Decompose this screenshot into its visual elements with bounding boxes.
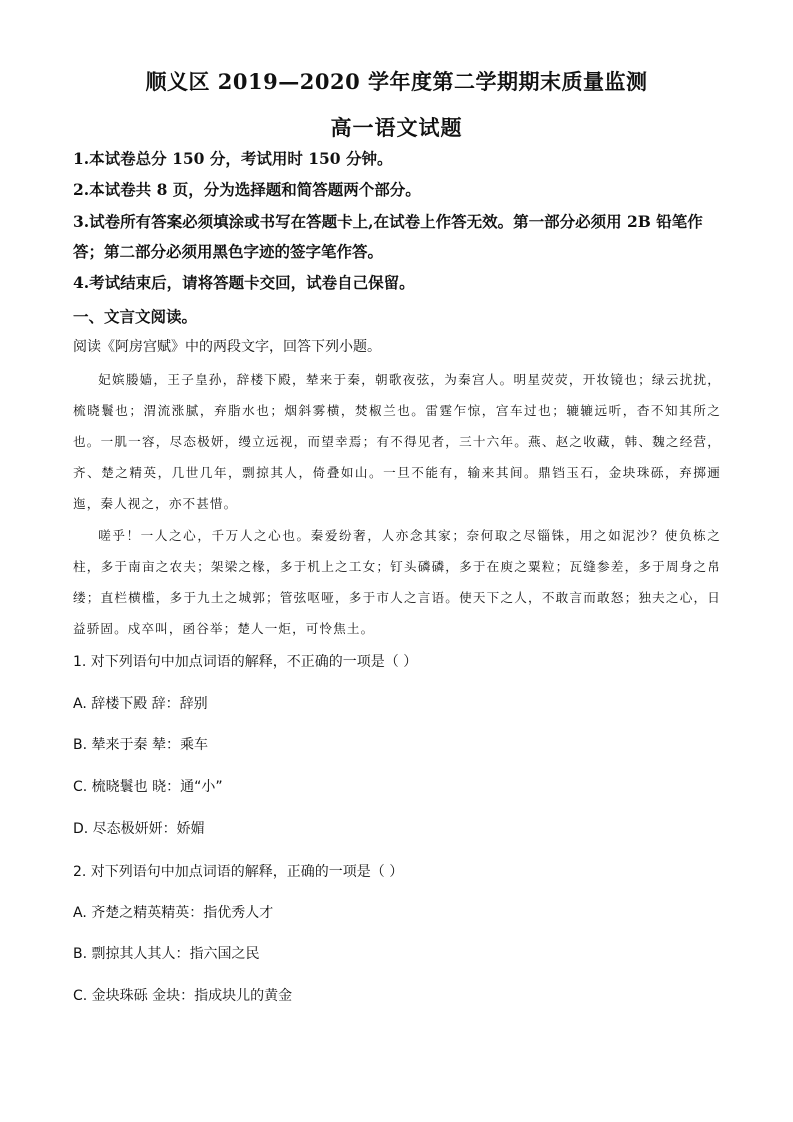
section-heading: 一、文言文阅读。 xyxy=(73,307,198,326)
question-1-stem: 1. 对下列语句中加点词语的解释，不正确的一项是（ ） xyxy=(73,654,418,670)
instruction-1: 1.本试卷总分 150 分，考试用时 150 分钟。 xyxy=(73,149,393,168)
instruction-3: 3.试卷所有答案必须填涂或书写在答题卡上,在试卷上作答无效。第一部分必须用 2B 铅笔作答；第二部分必须用黑色字迹的签字笔作答。 xyxy=(73,212,703,261)
exam-subtitle: 高一语文试题 xyxy=(330,115,463,140)
instruction-2: 2.本试卷共 8 页，分为选择题和简答题两个部分。 xyxy=(73,180,421,199)
question-2-option-c[interactable]: C. 金块珠砾 金块：指成块儿的黄金 xyxy=(73,988,293,1004)
question-1-option-a[interactable]: A. 辞楼下殿 辞：辞别 xyxy=(73,696,208,712)
question-2-stem: 2. 对下列语句中加点词语的解释，正确的一项是（ ） xyxy=(73,864,404,880)
question-2-option-b[interactable]: B. 剽掠其人其人：指六国之民 xyxy=(73,946,260,962)
question-1-option-c[interactable]: C. 梳晓鬟也 晓：通“小” xyxy=(73,779,223,795)
passage-paragraph-1: 妃嫔媵嫱，王子皇孙，辞楼下殿，辇来于秦，朝歌夜弦，为秦宫人。明星荧荧，开妆镜也；绿云扰扰，梳晓鬟也；渭流涨腻，弃脂水也；烟斜雾横，焚椒兰也。雷霆乍惊，宫车过也；辘辘远听，杳不知其所之也。一肌一容，尽态极妍，缦立远视，而望幸焉；有不得见者，三十六年。燕、赵之收藏，韩、魏之经营，齐、楚之精英，几世几年，剽掠其人，倚叠如山。一旦不能有，输来其间。鼎铛玉石，金块珠砾，弃掷逦迤，秦人视之，亦不甚惜。 xyxy=(73,372,721,511)
question-1-option-d[interactable]: D. 尽态极妍妍：娇媚 xyxy=(73,821,205,837)
question-1-option-b[interactable]: B. 辇来于秦 辇：乘车 xyxy=(73,737,208,753)
reading-intro: 阅读《阿房宫赋》中的两段文字，回答下列小题。 xyxy=(73,339,381,355)
passage-paragraph-2: 嗟乎！一人之心，千万人之心也。秦爱纷奢，人亦念其家；奈何取之尽锱铢，用之如泥沙？使负栋之柱，多于南亩之农夫；架梁之椽，多于机上之工女；钉头磷磷，多于在庾之粟粒；瓦缝参差，多于周身之帛缕；直栏横槛，多于九土之城郭；管弦呕哑，多于市人之言语。使天下之人，不敢言而敢怒；独夫之心，日益骄固。戍卒叫，函谷举；楚人一炬，可怜焦土。 xyxy=(73,528,721,636)
exam-title: 顺义区 2019—2020 学年度第二学期期末质量监测 xyxy=(145,69,648,94)
question-2-option-a[interactable]: A. 齐楚之精英精英：指优秀人才 xyxy=(73,905,274,921)
instruction-4: 4.考试结束后，请将答题卡交回，试卷自己保留。 xyxy=(73,273,415,292)
